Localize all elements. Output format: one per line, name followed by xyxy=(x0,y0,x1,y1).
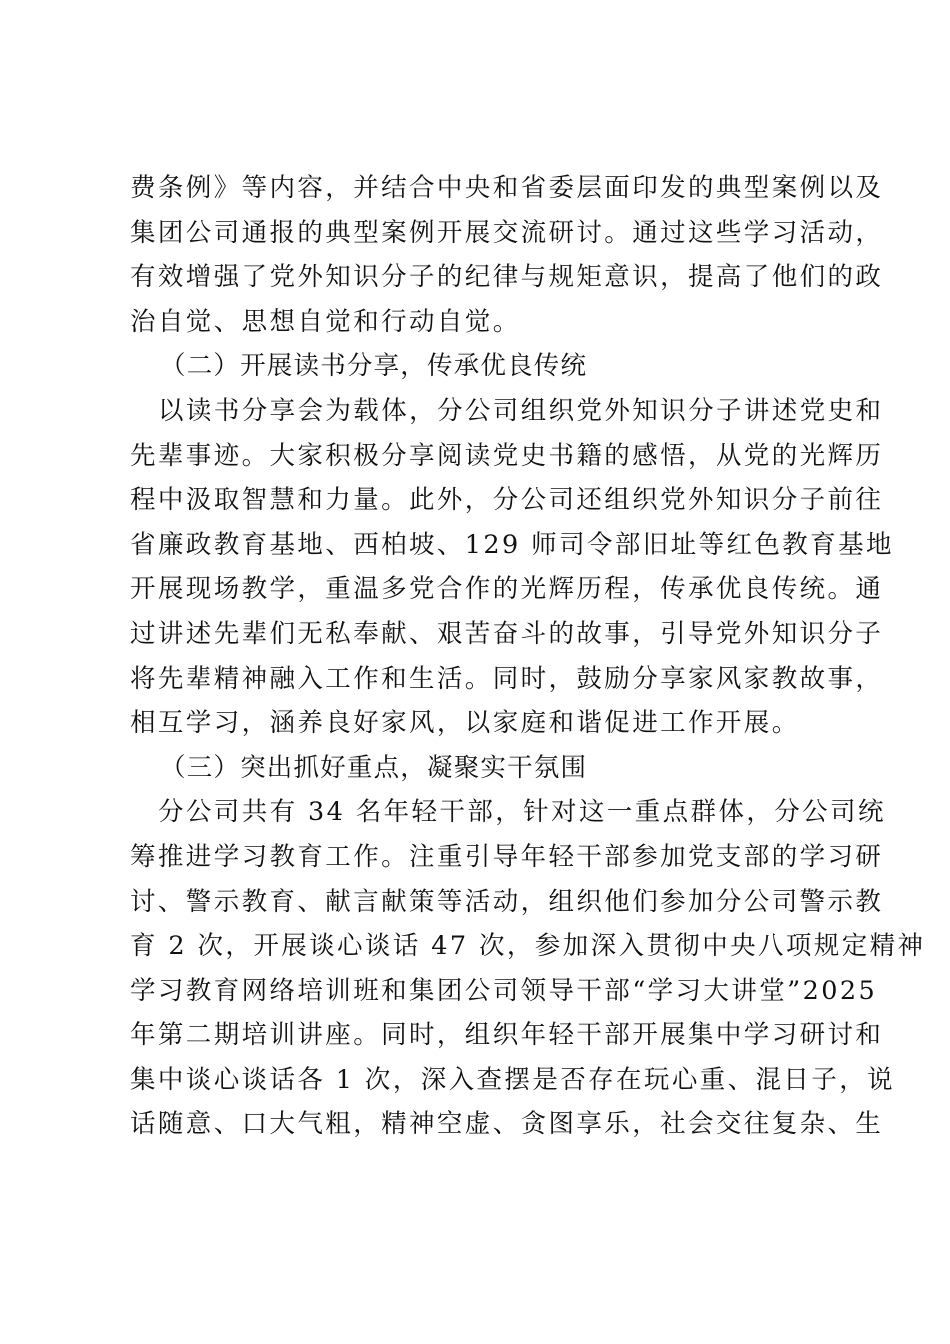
text-line: 程中汲取智慧和力量。此外，分公司还组织党外知识分子前往 xyxy=(130,485,884,516)
text-line: 筹推进学习教育工作。注重引导年轻干部参加党支部的学习研 xyxy=(130,841,884,872)
text-line: 开展现场教学，重温多党合作的光辉历程，传承优良传统。通 xyxy=(130,574,884,605)
section-heading-2: （二）开展读书分享，传承优良传统 xyxy=(160,351,588,382)
text-line: 年第二期培训讲座。同时，组织年轻干部开展集中学习研讨和 xyxy=(130,1020,884,1051)
text-line: 以读书分享会为载体，分公司组织党外知识分子讲述党史和 xyxy=(158,395,884,426)
text-line: 育 2 次，开展谈心谈话 47 次，参加深入贯彻中央八项规定精神 xyxy=(130,931,926,962)
paragraph-continuation xyxy=(130,166,884,344)
text-line: 分公司共有 34 名年轻干部，针对这一重点群体，分公司统 xyxy=(158,797,886,828)
text-line: 有效增强了党外知识分子的纪律与规矩意识，提高了他们的政 xyxy=(130,262,884,293)
document-page xyxy=(130,166,926,1147)
text-line: 相互学习，涵养良好家风，以家庭和谐促进工作开展。 xyxy=(130,708,800,739)
text-line: 省廉政教育基地、西柏坡、129 师司令部旧址等红色教育基地 xyxy=(130,529,894,560)
text-line: 费条例》等内容，并结合中央和省委层面印发的典型案例以及 xyxy=(130,173,884,203)
text-line: 集中谈心谈话各 1 次，深入查摆是否存在玩心重、混日子，说 xyxy=(130,1064,896,1095)
text-line: 学习教育网络培训班和集团公司领导干部“学习大讲堂”2025 xyxy=(130,975,878,1006)
paragraph-reading-sharing xyxy=(130,389,894,746)
text-line: 将先辈精神融入工作和生活。同时，鼓励分享家风家教故事， xyxy=(130,663,884,694)
section-heading-3: （三）突出抓好重点，凝聚实干氛围 xyxy=(160,752,588,783)
text-line: 讨、警示教育、献言献策等活动，组织他们参加分公司警示教 xyxy=(130,886,884,917)
text-line: 治自觉、思想自觉和行动自觉。 xyxy=(130,306,521,337)
text-line: 集团公司通报的典型案例开展交流研讨。通过这些学习活动， xyxy=(130,217,884,248)
text-line: 先辈事迹。大家积极分享阅读党史书籍的感悟，从党的光辉历 xyxy=(130,440,884,471)
text-line: 话随意、口大气粗，精神空虚、贪图享乐，社会交往复杂、生 xyxy=(130,1109,884,1140)
text-line: 过讲述先辈们无私奉献、艰苦奋斗的故事，引导党外知识分子 xyxy=(130,618,884,649)
paragraph-young-cadres xyxy=(130,790,926,1147)
